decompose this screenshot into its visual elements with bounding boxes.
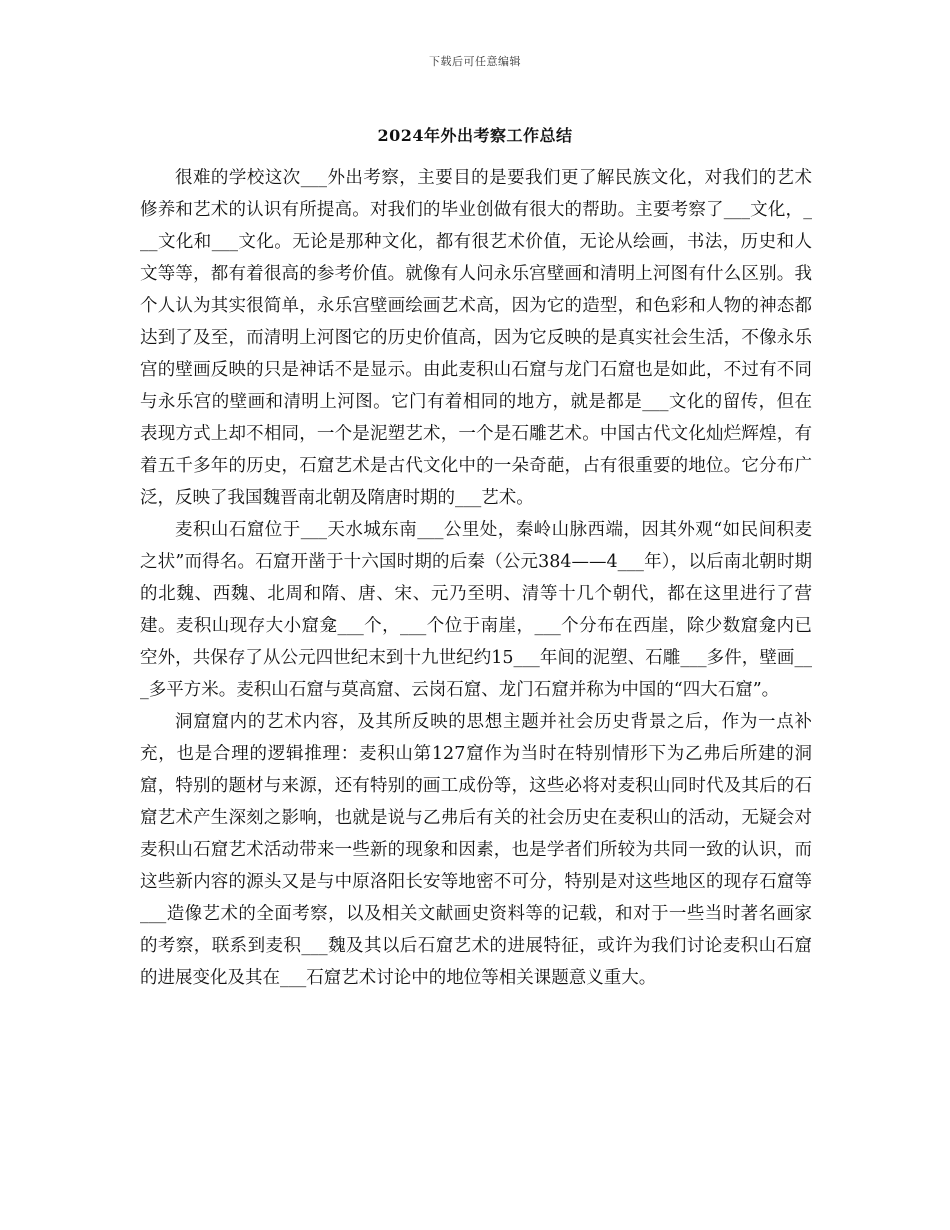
paragraph-2: 麦积山石窟位于___天水城东南___公里处，秦岭山脉西端，因其外观“如民间积麦之状”而得名。石窟开凿于十六国时期的后秦（公元384——4___年），以后南北朝时期的北魏、西魏、北周和隋、唐、宋、元乃至明、清等十几个朝代，都在这里进行了营建。麦积山现存大小窟龛___个，___个位于南崖，___个分布在西崖，除少数窟龛内已空外，共保存了从公元四世纪末到十九世纪约15___年间的泥塑、石雕___多件，壁画___多平方米。麦积山石窟与莫高窟、云岗石窟、龙门石窟并称为中国的“四大石窟”。 — [140, 520, 812, 700]
document-body — [140, 162, 812, 994]
paragraph-1: 很难的学校这次___外出考察，主要目的是要我们更了解民族文化，对我们的艺术修养和艺术的认识有所提高。对我们的毕业创做有很大的帮助。主要考察了___文化，___文化和___文化。无论是那种文化，都有很艺术价值，无论从绘画，书法，历史和人文等等，都有着很高的参考价值。就像有人问永乐宫壁画和清明上河图有什么区别。我个人认为其实很简单，永乐宫壁画绘画艺术高，因为它的造型，和色彩和人物的神态都达到了及至，而清明上河图它的历史价值高，因为它反映的是真实社会生活，不像永乐宫的壁画反映的只是神话不是显示。由此麦积山石窟与龙门石窟也是如此，不过有不同与永乐宫的壁画和清明上河图。它门有着相同的地方，就是都是___文化的留传，但在表现方式上却不相同，一个是泥塑艺术，一个是石雕艺术。中国古代文化灿烂辉煌，有着五千多年的历史，石窟艺术是古代文化中的一朵奇葩，占有很重要的地位。它分布广泛，反映了我国魏晋南北朝及隋唐时期的___艺术。 — [140, 168, 812, 508]
paragraph-3: 洞窟窟内的艺术内容，及其所反映的思想主题并社会历史背景之后，作为一点补充，也是合理的逻辑推理：麦积山第127窟作为当时在特别情形下为乙弗后所建的洞窟，特别的题材与来源，还有特别的画工成份等，这些必将对麦积山同时代及其后的石窟艺术产生深刻之影响，也就是说与乙弗后有关的社会历史在麦积山的活动，无疑会对麦积山石窟艺术活动带来一些新的现象和因素，也是学者们所较为共同一致的认识，而这些新内容的源头又是与中原洛阳长安等地密不可分，特别是对这些地区的现存石窟等___造像艺术的全面考察，以及相关文献画史资料等的记载，和对于一些当时著名画家的考察，联系到麦积___魏及其以后石窟艺术的进展特征，或许为我们讨论麦积山石窟的进展变化及其在___石窟艺术讨论中的地位等相关课题意义重大。 — [140, 712, 812, 988]
document-title: 2024年外出考察工作总结 — [377, 126, 573, 145]
page-header: 下载后可任意编辑 — [429, 55, 521, 68]
